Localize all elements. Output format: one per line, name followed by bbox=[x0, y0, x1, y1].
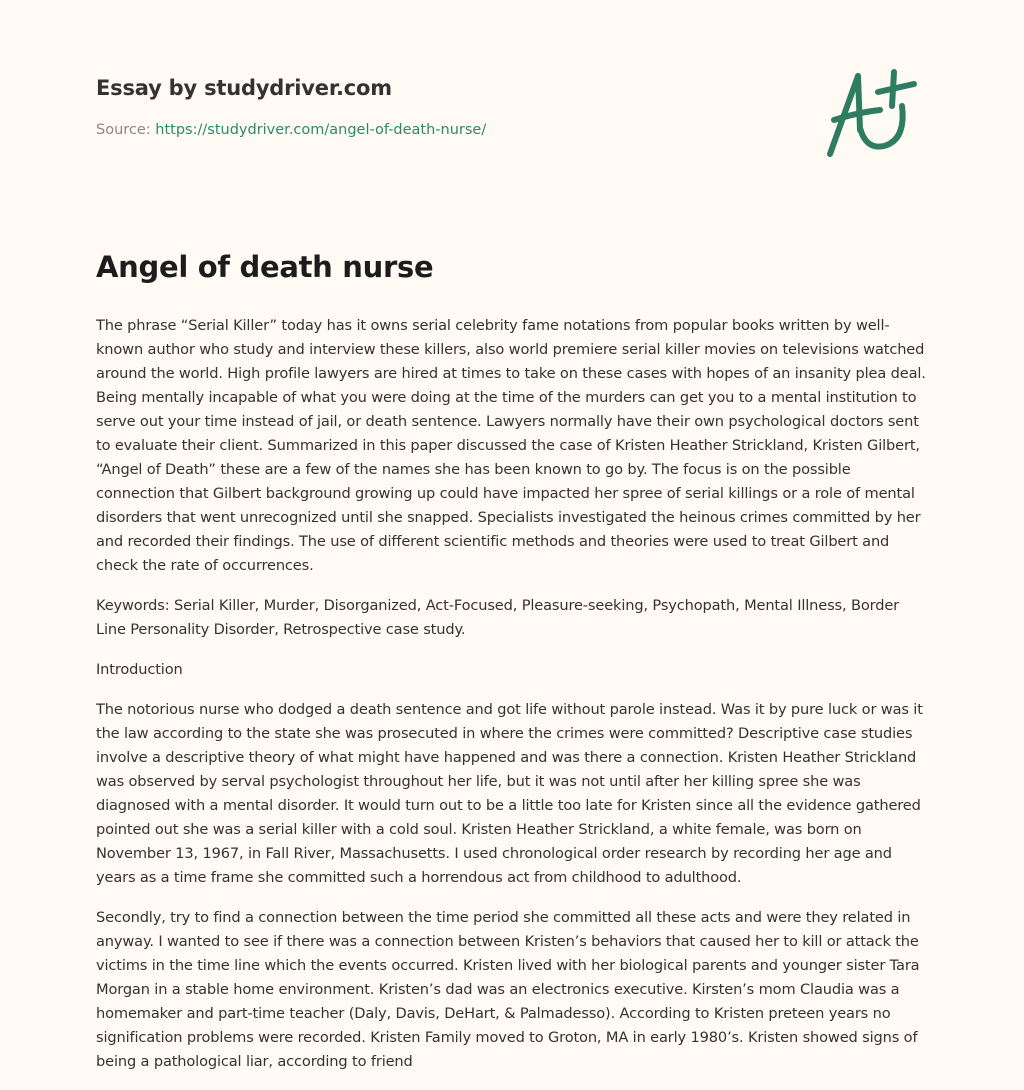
keywords-paragraph: Keywords: Serial Killer, Murder, Disorganized, Act-Focused, Pleasure-seeking, Psychopath, Mental Illness, Border Line Personality Disorder, Retrospective case study. bbox=[96, 597, 899, 638]
site-brand: Essay by studydriver.com bbox=[96, 76, 392, 100]
source-label: Source: bbox=[96, 122, 151, 138]
page-title: Angel of death nurse bbox=[96, 250, 434, 284]
body-paragraph: Secondly, try to find a connection between the time period she committed all these acts and were they related in anyway. I wanted to see if there was a connection between Kristen’s behaviors that caused her to kill or attack the victims in the time line which the events occurred. Kristen lived with her biological parents and younger sister Tara Morgan in a stable home environment. Kristen’s dad was an electronics executive. Kirsten’s mom Claudia was a homemaker and part-time teacher (Daly, Davis, DeHart, & Palmadesso). According to Kristen preteen years no signification problems were recorded. Kristen Family moved to Groton, MA in early 1980’s. Kristen showed signs of being a pathological liar, according to friend bbox=[96, 909, 920, 1070]
source-line bbox=[96, 122, 486, 138]
essay-body bbox=[96, 314, 932, 1090]
abstract-paragraph: The phrase “Serial Killer” today has it owns serial celebrity fame notations from popular books written by well-known author who study and interview these killers, also world premiere serial killer movies on televisions watched around the world. High profile lawyers are hired at times to take on these cases with hopes of an insanity plea deal. Being mentally incapable of what you were doing at the time of the murders can get you to a mental institution to serve out your time instead of jail, or death sentence. Lawyers normally have their own psychological doctors sent to evaluate their client. Summarized in this paper discussed the case of Kristen Heather Strickland, Kristen Gilbert, “Angel of Death” these are a few of the names she has been known to go by. The focus is on the possible connection that Gilbert background growing up could have impacted her spree of serial killings or a role of mental disorders that went unrecognized until she snapped. Specialists investigated the heinous crimes committed by her and recorded their findings. The use of different scientific methods and theories were used to treat Gilbert and check the rate of occurrences. bbox=[96, 317, 926, 574]
section-heading-introduction: Introduction bbox=[96, 661, 183, 678]
a-plus-logo-icon bbox=[820, 66, 930, 166]
source-link[interactable]: https://studydriver.com/angel-of-death-nurse/ bbox=[155, 122, 487, 138]
body-paragraph: The notorious nurse who dodged a death sentence and got life without parole instead. Was it by pure luck or was it the law according to the state she was prosecuted in where the crimes were committed? Descriptive case studies involve a descriptive theory of what might have happened and was there a connection. Kristen Heather Strickland was observed by serval psychologist throughout her life, but it was not until after her killing spree she was diagnosed with a mental disorder. It would turn out to be a little too late for Kristen since all the evidence gathered pointed out she was a serial killer with a cold soul. Kristen Heather Strickland, a white female, was born on November 13, 1967, in Fall River, Massachusetts. I used chronological order research by recording her age and years as a time frame she committed such a horrendous act from childhood to adulthood. bbox=[96, 701, 923, 886]
